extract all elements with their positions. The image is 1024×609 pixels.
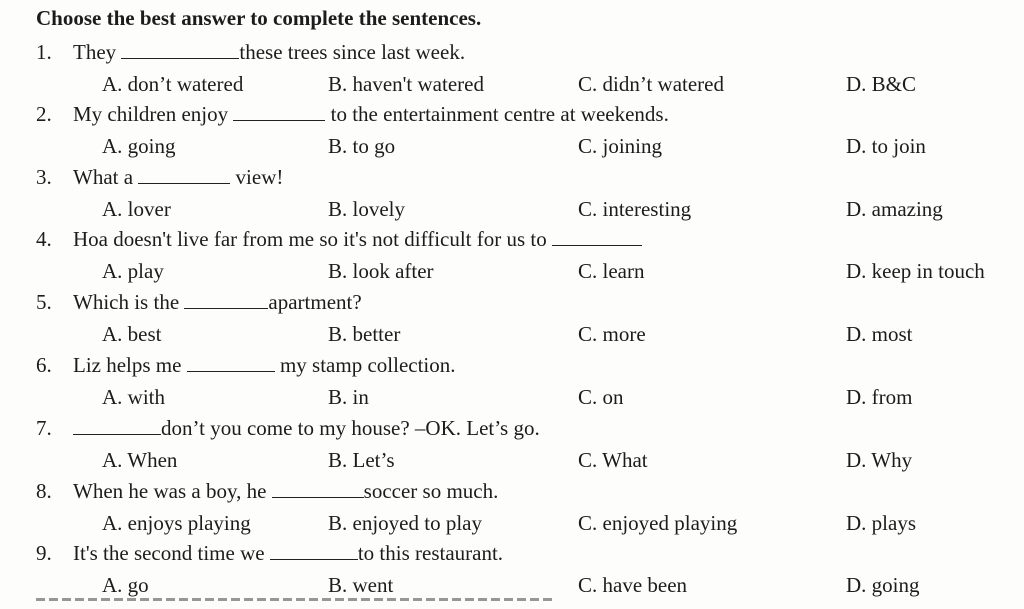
stem-text-before: They: [73, 40, 122, 64]
stem-text-before: What a: [73, 165, 139, 189]
option-b: B. haven't watered: [328, 72, 484, 96]
option-d: D. B&C: [846, 72, 917, 96]
question-stem: [36, 101, 669, 127]
answer-blank: [233, 103, 325, 121]
option-d: D. plays: [846, 511, 916, 535]
question-stem: [36, 352, 456, 378]
option-a: A. going: [102, 134, 176, 158]
option-c: C. interesting: [578, 197, 692, 221]
question-number: 9.: [36, 541, 52, 565]
stem-text-before: Which is the: [73, 290, 185, 314]
stem-text-after: my stamp collection.: [274, 353, 456, 377]
answer-blank: [73, 417, 161, 435]
option-c: C. What: [578, 448, 648, 472]
option-c: C. have been: [578, 573, 688, 597]
question-stem: [36, 164, 283, 190]
option-b: B. Let’s: [328, 448, 395, 472]
question-stem: [36, 226, 642, 252]
option-d: D. keep in touch: [846, 259, 985, 283]
option-c: C. on: [578, 385, 624, 409]
option-a: A. go: [102, 573, 149, 597]
answer-blank: [184, 291, 268, 309]
option-d: D. going: [846, 573, 920, 597]
question-number: 6.: [36, 353, 52, 377]
option-a: A. best: [102, 322, 162, 346]
question-number: 1.: [36, 40, 52, 64]
stem-text-before: My children enjoy: [73, 102, 234, 126]
question-9: [0, 540, 1024, 602]
stem-text-before: It's the second time we: [73, 541, 270, 565]
option-b: B. lovely: [328, 197, 405, 221]
answer-blank: [270, 542, 358, 560]
option-c: C. learn: [578, 259, 645, 283]
question-3: [0, 164, 1024, 226]
option-d: D. most: [846, 322, 913, 346]
answer-blank: [187, 354, 275, 372]
question-6: [0, 352, 1024, 414]
option-c: C. more: [578, 322, 646, 346]
option-a: A. When: [102, 448, 178, 472]
stem-text-after: view!: [230, 165, 284, 189]
option-a: A. enjoys playing: [102, 511, 251, 535]
question-stem: [36, 289, 362, 315]
option-b: B. better: [328, 322, 401, 346]
stem-text-after: soccer so much.: [363, 479, 499, 503]
cut-off-text-fragment: [36, 598, 556, 601]
worksheet-title: Choose the best answer to complete the sentences.: [36, 6, 482, 30]
cut-off-next-question: [36, 598, 556, 609]
answer-blank: [138, 166, 230, 184]
question-number: 7.: [36, 416, 52, 440]
stem-text-after: these trees since last week.: [239, 40, 466, 64]
option-a: A. don’t watered: [102, 72, 244, 96]
question-stem: [36, 415, 540, 441]
question-1: [0, 39, 1024, 101]
option-b: B. enjoyed to play: [328, 511, 482, 535]
question-5: [0, 289, 1024, 351]
stem-text-after: to this restaurant.: [357, 541, 504, 565]
answer-blank: [121, 41, 239, 59]
option-a: A. lover: [102, 197, 171, 221]
question-8: [0, 478, 1024, 540]
question-4: [0, 226, 1024, 288]
question-number: 3.: [36, 165, 52, 189]
option-a: A. play: [102, 259, 164, 283]
question-number: 4.: [36, 227, 52, 251]
stem-text-before: When he was a boy, he: [73, 479, 272, 503]
question-stem: [36, 478, 498, 504]
question-stem: [36, 39, 465, 65]
option-d: D. Why: [846, 448, 913, 472]
stem-text-before: Hoa doesn't live far from me so it's not difficult for us to: [73, 227, 553, 251]
option-c: C. didn’t watered: [578, 72, 724, 96]
option-b: B. look after: [328, 259, 434, 283]
option-c: C. enjoyed playing: [578, 511, 738, 535]
answer-blank: [272, 480, 364, 498]
option-b: B. in: [328, 385, 369, 409]
question-7: [0, 415, 1024, 477]
option-c: C. joining: [578, 134, 663, 158]
stem-text-before: Liz helps me: [73, 353, 187, 377]
option-b: B. to go: [328, 134, 396, 158]
stem-text-after: to the entertainment centre at weekends.: [325, 102, 669, 126]
question-number: 5.: [36, 290, 52, 314]
question-2: [0, 101, 1024, 163]
option-a: A. with: [102, 385, 165, 409]
option-d: D. amazing: [846, 197, 943, 221]
stem-text-after: apartment?: [268, 290, 362, 314]
option-d: D. to join: [846, 134, 926, 158]
option-d: D. from: [846, 385, 913, 409]
answer-blank: [552, 228, 642, 246]
question-number: 2.: [36, 102, 52, 126]
question-stem: [36, 540, 503, 566]
option-b: B. went: [328, 573, 394, 597]
question-number: 8.: [36, 479, 52, 503]
stem-text-after: don’t you come to my house? –OK. Let’s go.: [161, 416, 540, 440]
